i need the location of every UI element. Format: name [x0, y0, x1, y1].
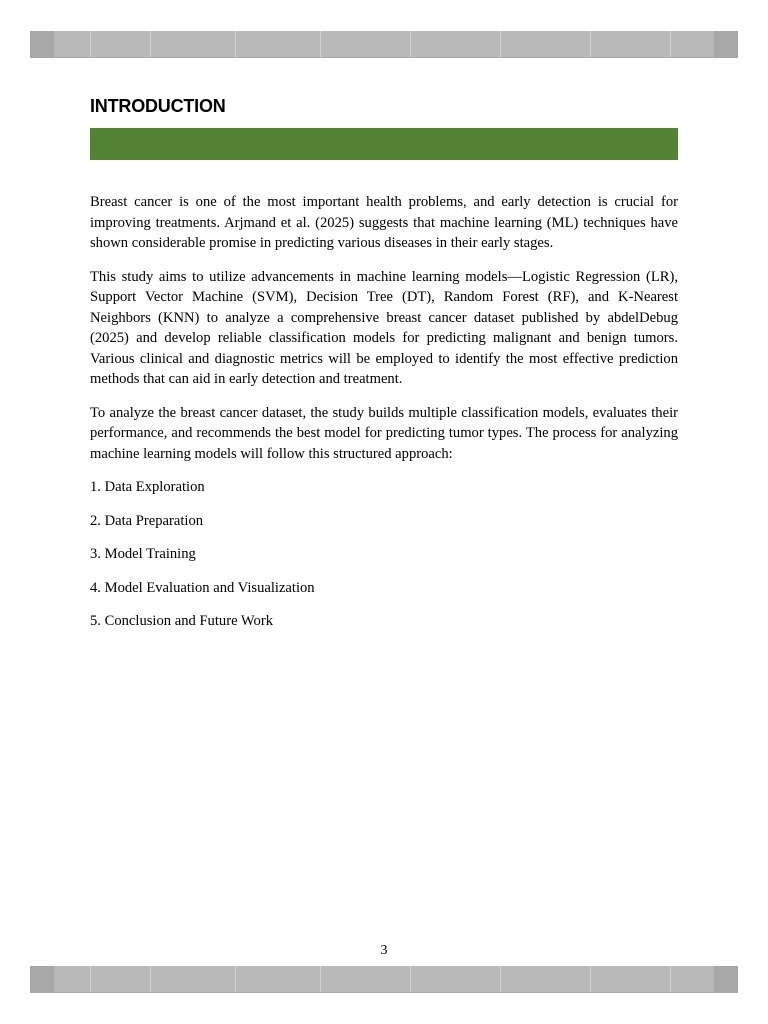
header-band-left-tab: [30, 31, 54, 57]
list-item: 1. Data Exploration: [90, 479, 205, 495]
footer-band-left-tab: [30, 966, 54, 992]
list-item: 3. Model Training: [90, 546, 196, 562]
band-divider: [670, 966, 671, 992]
band-divider: [590, 31, 591, 57]
footer-decorative-band: [30, 966, 738, 993]
band-divider: [500, 31, 501, 57]
band-divider: [150, 31, 151, 57]
band-divider: [150, 966, 151, 992]
band-divider: [235, 966, 236, 992]
band-divider: [670, 31, 671, 57]
band-divider: [590, 966, 591, 992]
band-divider: [410, 966, 411, 992]
list-item: 2. Data Preparation: [90, 512, 204, 529]
footer-band-right-tab: [714, 966, 738, 992]
paragraph: To analyze the breast cancer dataset, the study builds multiple classification models, evaluates their performance, and recommends the best model for predicting tumor types. The process for analyzing machine learning models will follow this structured approach:: [90, 404, 678, 462]
band-divider: [500, 966, 501, 992]
process-steps-list: [90, 477, 678, 632]
band-divider: [320, 966, 321, 992]
paragraph: Breast cancer is one of the most important health problems, and early detection is crucial for improving treatments. Arjmand et al. (2025) suggests that machine learning (ML) techniques have shown considerable promise in predicting various diseases in their early stages.: [90, 194, 678, 251]
list-item: 4. Model Evaluation and Visualization: [90, 579, 315, 596]
section-accent-bar: [90, 128, 678, 160]
section-heading: INTRODUCTION: [90, 96, 226, 116]
page-number: 3: [380, 943, 388, 958]
document-body: [90, 192, 678, 645]
header-decorative-band: [30, 31, 738, 58]
band-divider: [410, 31, 411, 57]
header-band-right-tab: [714, 31, 738, 57]
band-divider: [90, 966, 91, 992]
band-divider: [235, 31, 236, 57]
list-item: 5. Conclusion and Future Work: [90, 613, 273, 629]
paragraph: This study aims to utilize advancements in machine learning models—Logistic Regression (LR), Support Vector Machine (SVM), Decision Tree (DT), Random Forest (RF), and K-Nearest Neighbors (KNN) to analyze a comprehensive breast cancer dataset published by abdelDebug (2025) and develop reliable classification models for predicting malignant and benign tumors. Various clinical and diagnostic metrics will be employed to identify the most effective prediction methods that can aid in early detection and treatment.: [90, 268, 678, 387]
band-divider: [320, 31, 321, 57]
band-divider: [90, 31, 91, 57]
